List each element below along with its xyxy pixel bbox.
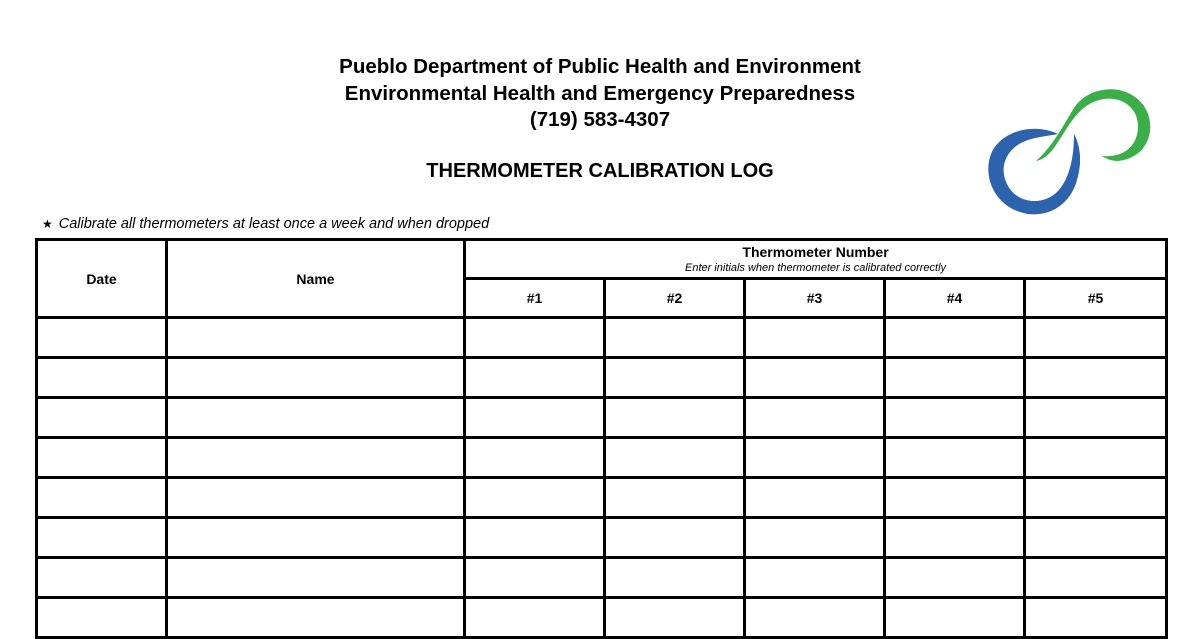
thermometer-2-cell bbox=[605, 438, 745, 478]
phone-number: (719) 583-4307 bbox=[529, 108, 671, 131]
division-name: Environmental Health and Emergency Preparedness bbox=[344, 81, 856, 105]
thermometer-1-cell bbox=[465, 318, 605, 358]
thermometer-4-cell bbox=[885, 558, 1025, 598]
thermometer-2-cell bbox=[605, 558, 745, 598]
thermometer-number-title: Thermometer Number bbox=[742, 244, 889, 260]
date-cell bbox=[37, 478, 167, 518]
thermometer-3-cell bbox=[745, 518, 885, 558]
thermometer-2-header: #2 bbox=[605, 279, 745, 318]
thermometer-5-cell bbox=[1025, 318, 1167, 358]
thermometer-5-cell bbox=[1025, 398, 1167, 438]
name-cell bbox=[167, 358, 465, 398]
form-title: THERMOMETER CALIBRATION LOG bbox=[426, 160, 774, 182]
thermometer-2-cell bbox=[605, 478, 745, 518]
table-row bbox=[37, 518, 1167, 558]
thermometer-3-cell bbox=[745, 478, 885, 518]
date-cell bbox=[37, 558, 167, 598]
thermometer-5-cell bbox=[1025, 558, 1167, 598]
thermometer-1-cell bbox=[465, 438, 605, 478]
table-row bbox=[37, 558, 1167, 598]
name-cell bbox=[167, 318, 465, 358]
thermometer-number-header bbox=[465, 240, 1167, 279]
date-cell bbox=[37, 318, 167, 358]
calibration-log-table bbox=[35, 238, 1168, 639]
table-row bbox=[37, 358, 1167, 398]
logo-blue-swirl bbox=[988, 129, 1080, 215]
table-row bbox=[37, 598, 1167, 638]
thermometer-1-cell bbox=[465, 558, 605, 598]
calibration-note-text: Calibrate all thermometers at least once a week and when dropped bbox=[58, 216, 490, 232]
thermometer-4-cell bbox=[885, 318, 1025, 358]
thermometer-5-cell bbox=[1025, 598, 1167, 638]
department-name: Pueblo Department of Public Health and Environment bbox=[339, 55, 861, 78]
name-cell bbox=[167, 518, 465, 558]
thermometer-2-cell bbox=[605, 318, 745, 358]
date-column-header: Date bbox=[37, 240, 167, 318]
name-cell bbox=[167, 398, 465, 438]
thermometer-4-cell bbox=[885, 438, 1025, 478]
thermometer-3-cell bbox=[745, 318, 885, 358]
name-column-header: Name bbox=[167, 240, 465, 318]
calibration-note bbox=[42, 216, 489, 232]
thermometer-3-cell bbox=[745, 598, 885, 638]
thermometer-1-header: #1 bbox=[465, 279, 605, 318]
name-cell bbox=[167, 478, 465, 518]
thermometer-2-cell bbox=[605, 598, 745, 638]
star-icon: ★ bbox=[42, 217, 53, 231]
name-cell bbox=[167, 598, 465, 638]
thermometer-number-instruction: Enter initials when thermometer is calibrated correctly bbox=[685, 262, 947, 274]
thermometer-5-cell bbox=[1025, 518, 1167, 558]
thermometer-5-header: #5 bbox=[1025, 279, 1167, 318]
date-cell bbox=[37, 358, 167, 398]
thermometer-2-cell bbox=[605, 358, 745, 398]
thermometer-4-header: #4 bbox=[885, 279, 1025, 318]
thermometer-1-cell bbox=[465, 358, 605, 398]
thermometer-5-cell bbox=[1025, 438, 1167, 478]
agency-swirl-logo bbox=[978, 76, 1158, 226]
thermometer-3-cell bbox=[745, 558, 885, 598]
logo-green-swirl bbox=[1036, 89, 1150, 161]
thermometer-1-cell bbox=[465, 518, 605, 558]
thermometer-4-cell bbox=[885, 398, 1025, 438]
log-entries bbox=[37, 318, 1167, 638]
thermometer-4-cell bbox=[885, 598, 1025, 638]
date-cell bbox=[37, 398, 167, 438]
thermometer-2-cell bbox=[605, 518, 745, 558]
date-cell bbox=[37, 438, 167, 478]
thermometer-3-cell bbox=[745, 398, 885, 438]
name-cell bbox=[167, 438, 465, 478]
thermometer-5-cell bbox=[1025, 358, 1167, 398]
thermometer-3-header: #3 bbox=[745, 279, 885, 318]
table-row bbox=[37, 318, 1167, 358]
thermometer-1-cell bbox=[465, 478, 605, 518]
thermometer-1-cell bbox=[465, 398, 605, 438]
thermometer-2-cell bbox=[605, 398, 745, 438]
table-row bbox=[37, 438, 1167, 478]
thermometer-5-cell bbox=[1025, 478, 1167, 518]
thermometer-3-cell bbox=[745, 438, 885, 478]
date-cell bbox=[37, 518, 167, 558]
thermometer-4-cell bbox=[885, 478, 1025, 518]
table-row bbox=[37, 398, 1167, 438]
table-row bbox=[37, 478, 1167, 518]
thermometer-4-cell bbox=[885, 358, 1025, 398]
thermometer-3-cell bbox=[745, 358, 885, 398]
thermometer-1-cell bbox=[465, 598, 605, 638]
date-cell bbox=[37, 598, 167, 638]
name-cell bbox=[167, 558, 465, 598]
thermometer-4-cell bbox=[885, 518, 1025, 558]
